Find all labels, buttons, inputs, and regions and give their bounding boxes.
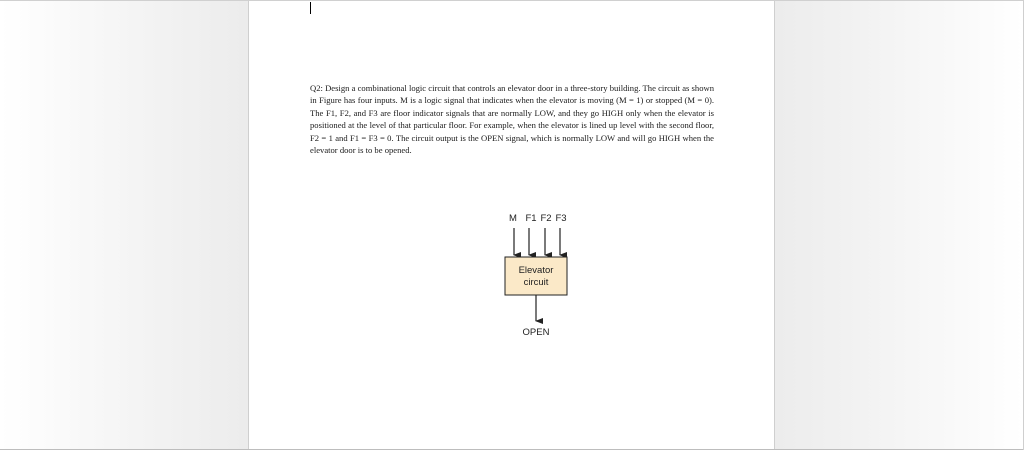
window-frame-top <box>0 0 1024 1</box>
block-label-line2: circuit <box>523 277 549 288</box>
elevator-circuit-block <box>505 257 567 295</box>
right-margin <box>775 0 1024 450</box>
output-label-open: OPEN <box>522 327 550 338</box>
input-label-f1: F1 <box>525 213 537 224</box>
text-cursor <box>310 2 311 14</box>
elevator-circuit-figure <box>248 205 775 345</box>
input-label-f2: F2 <box>540 213 552 224</box>
block-label-line1: Elevator <box>518 265 554 276</box>
left-margin <box>0 0 248 450</box>
figure-svg <box>248 205 775 345</box>
input-label-f3: F3 <box>555 213 567 224</box>
question-paragraph: Q2: Design a combinational logic circuit that controls an elevator door in a three-story building. The circuit as shown in Figure has four inputs. M is a logic signal that indicates when the elevator is moving (M = 1) or stopped (M = 0). The F1, F2, and F3 are floor indicator signals that are normally LOW, and they go HIGH only when the elevator is positioned at the level of that particular floor. For example, when the elevator is lined up level with the second floor, F2 = 1 and F1 = F3 = 0. The circuit output is the OPEN signal, which is normally LOW and will go HIGH when the elevator door is to be opened. <box>310 83 714 156</box>
input-label-m: M <box>509 213 517 224</box>
